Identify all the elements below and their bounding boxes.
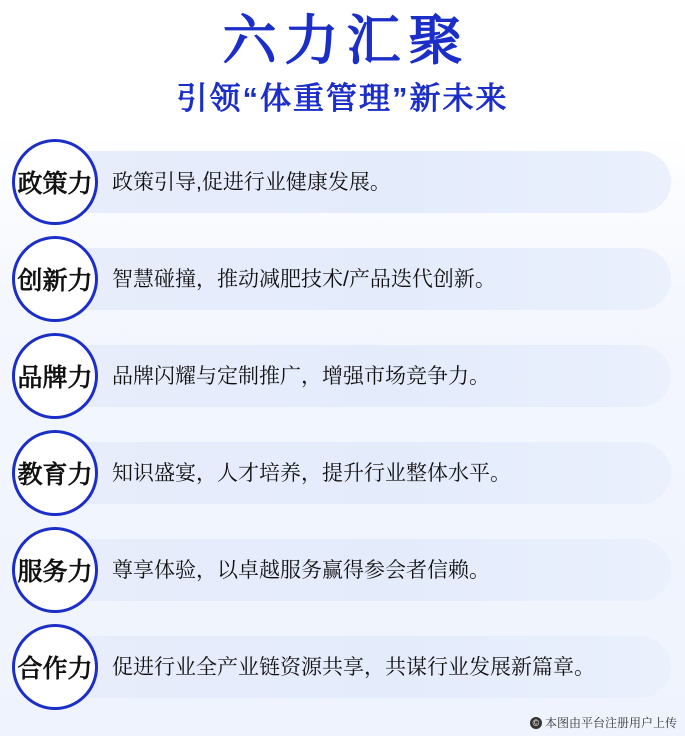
watermark	[530, 714, 677, 731]
force-badge: 品牌力	[12, 333, 98, 419]
force-list	[0, 139, 685, 710]
force-description: 促进行业全产业链资源共享，共谋行业发展新篇章。	[112, 655, 595, 679]
list-item	[12, 139, 685, 225]
page-title: 六力汇聚	[222, 11, 471, 71]
force-badge: 政策力	[12, 139, 98, 225]
list-item	[12, 527, 685, 613]
force-badge: 合作力	[12, 624, 98, 710]
force-description: 尊享体验，以卓越服务赢得参会者信赖。	[112, 558, 490, 582]
force-description: 品牌闪耀与定制推广，增强市场竞争力。	[112, 364, 490, 388]
list-item	[12, 430, 685, 516]
list-item	[12, 333, 685, 419]
list-item	[12, 624, 685, 710]
page-subtitle: 引领“体重管理”新未来	[176, 81, 509, 117]
force-badge: 教育力	[12, 430, 98, 516]
list-item	[12, 236, 685, 322]
force-description: 政策引导,促进行业健康发展。	[112, 170, 391, 194]
force-description: 知识盛宴，人才培养，提升行业整体水平。	[112, 461, 511, 485]
poster-header	[0, 0, 685, 117]
copyright-icon: ©	[530, 717, 542, 729]
watermark-text: 本图由平台注册用户上传	[544, 716, 677, 730]
force-description: 智慧碰撞，推动减肥技术/产品迭代创新。	[112, 267, 496, 291]
force-badge: 创新力	[12, 236, 98, 322]
force-badge: 服务力	[12, 527, 98, 613]
